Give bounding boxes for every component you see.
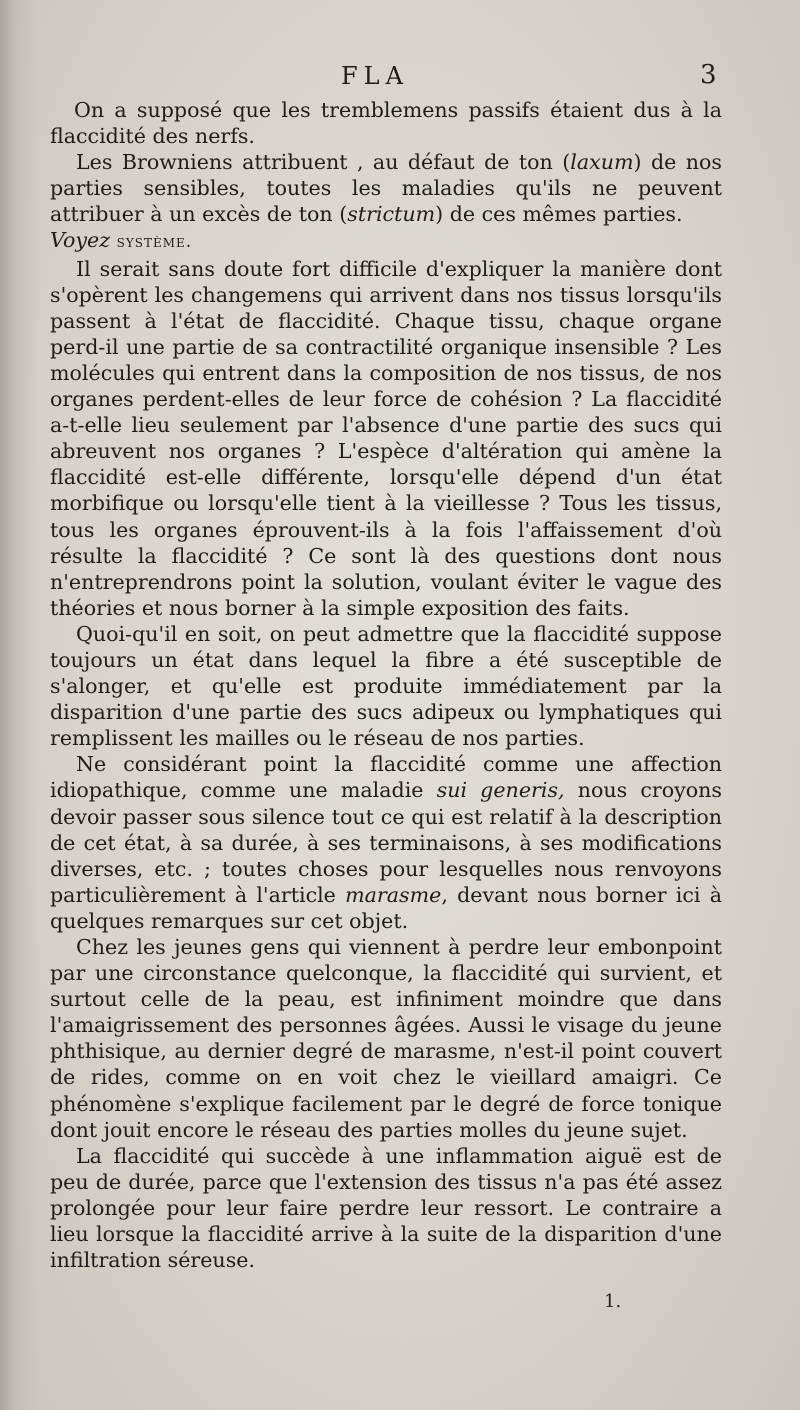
page-number: 3 bbox=[700, 60, 717, 90]
paragraph-7: La flaccidité qui succède à une inflammation aiguë est de peu de durée, parce que l'extension des tissus n'a pas été assez prolongée pour leur faire perdre leur ressort. Le contraire a lieu lorsque la flaccidité arrive à la suite de la disparition d'une infiltration séreuse. bbox=[50, 1143, 722, 1273]
p2-text-a: Les Browniens attribuent , au défaut de ton ( bbox=[76, 150, 571, 175]
paragraph-4: Quoi-qu'il en soit, on peut admettre que la flaccidité suppose toujours un état dans lequel la fibre a été susceptible de s'alonger, et qu'elle est produite immédiatement par la disparition d'une partie des sucs adipeux ou lymphatiques qui remplissent les mailles ou le réseau de nos parties. bbox=[50, 621, 722, 751]
p5-text-e: , devant nous borner ici à quelques remarques sur cet objet. bbox=[50, 882, 723, 933]
p5-term-marasme: marasme bbox=[345, 882, 442, 907]
paragraph-2 bbox=[50, 149, 722, 255]
paragraph-3: Il serait sans doute fort difficile d'expliquer la manière dont s'opèrent les changemens qui arrivent dans nos tissus lorsqu'ils passent à l'état de flaccidité. Chaque tissu, chaque organe perd-il une partie de sa contractilité organique insensible ? Les molécules qui entrent dans la composition de nos tissus, de nos organes perdent-elles de leur force de cohésion ? La flaccidité a-t-elle lieu seulement par l'absence d'une partie des sucs qui abreuvent nos organes ? L'espèce d'altération qui amène la flaccidité est-elle différente, lorsqu'elle dépend d'un état morbifique ou lorsqu'elle tient à la vieillesse ? Tous les tissus, tous les organes éprouvent-ils à la fois l'affaissement d'où résulte la flaccidité ? Ce sont là des questions dont nous n'entreprendrons point la solution, voulant éviter le vague des théories et nous borner à la simple exposition des faits. bbox=[50, 256, 722, 620]
page-gutter-shadow bbox=[0, 0, 40, 1410]
running-title: FLA bbox=[341, 62, 409, 90]
paragraph-6: Chez les jeunes gens qui viennent à perdre leur embonpoint par une circonstance quelconque, la flaccidité qui survient, et surtout celle de la peau, est infiniment moindre que dans l'amaigrissement des personnes âgées. Aussi le visage du jeune phthisique, au dernier degré de marasme, n'est-il point couvert de rides, comme on en voit chez le vieillard amaigri. Ce phénomène s'explique facilement par le degré de force tonique dont jouit encore le réseau des parties molles du jeune sujet. bbox=[50, 935, 722, 1142]
body-text bbox=[50, 97, 722, 1273]
p2-crossref-systeme: système. bbox=[116, 232, 193, 253]
signature-mark: 1. bbox=[604, 1291, 622, 1312]
paragraph-5 bbox=[50, 751, 722, 934]
p2-term-laxum: laxum bbox=[570, 150, 634, 175]
p2-voyez: Voyez bbox=[50, 228, 111, 253]
p2-text-c: ) de nos parties sensibles, toutes les maladies qu'ils ne peuvent attribuer à un excès de ton ( bbox=[50, 150, 723, 227]
p2-term-strictum: strictum bbox=[347, 202, 436, 227]
p5-text-a: Ne considérant point la flaccidité comme une affection idiopathique, comme une maladie bbox=[50, 752, 722, 803]
page-header bbox=[0, 58, 800, 94]
p5-sui-generis: sui generis, bbox=[436, 778, 565, 803]
p2-text-e: ) de ces mêmes parties. bbox=[435, 202, 683, 227]
paragraph-1: On a supposé que les tremblemens passifs étaient dus à la flaccidité des nerfs. bbox=[50, 98, 722, 149]
p5-text-c: nous croyons devoir passer sous silence tout ce qui est relatif à la description de cet état, à sa durée, à ses terminaisons, à ses modifications diverses, etc. ; toutes choses pour lesquelles nous renvoyons particulièrement à l'article bbox=[50, 778, 722, 907]
